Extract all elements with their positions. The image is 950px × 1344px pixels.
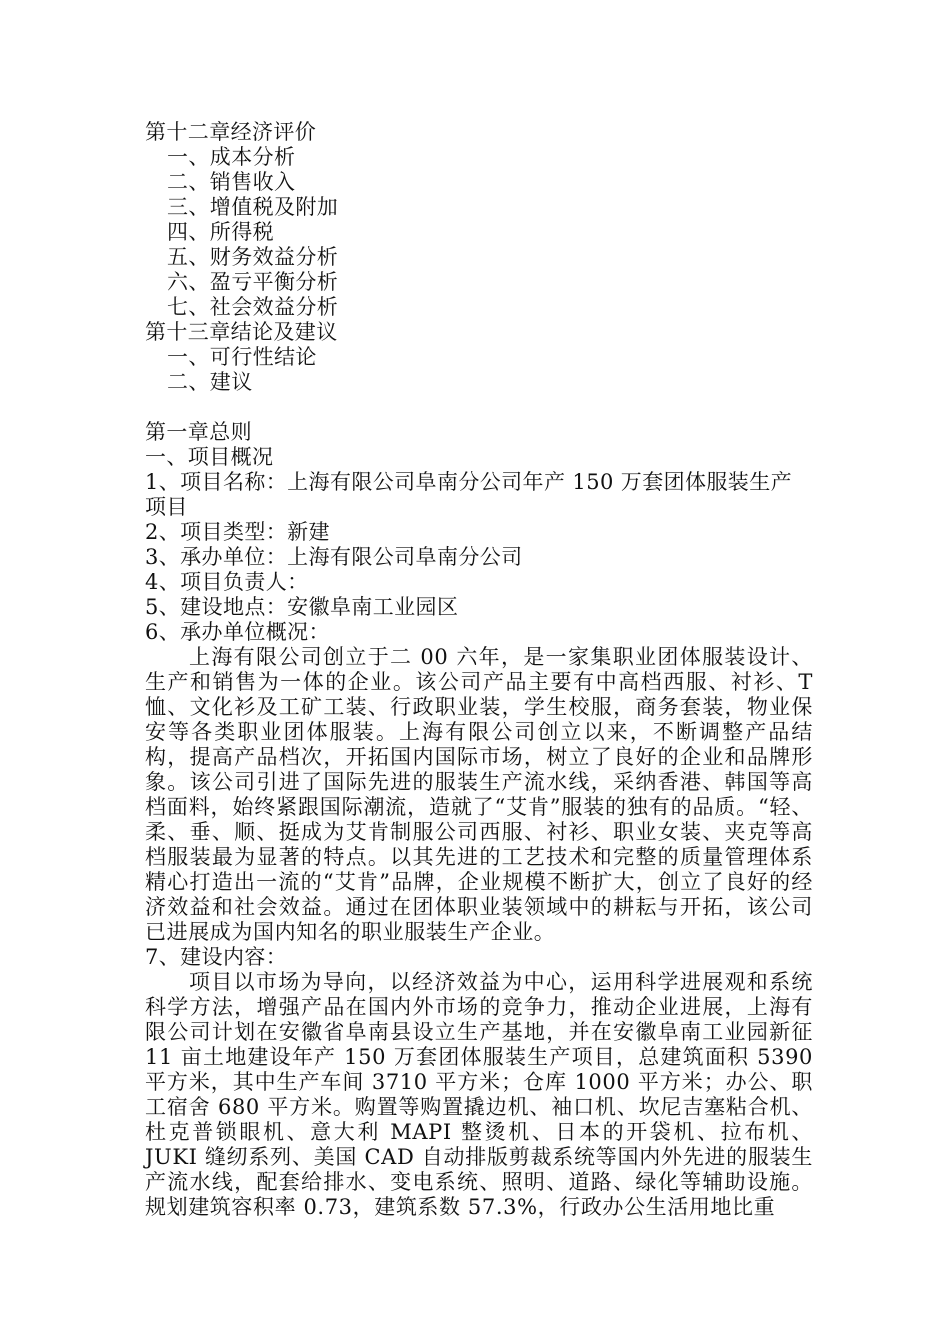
project-name-item: 1、项目名称：上海有限公司阜南分公司年产 150 万套团体服装生产 <box>145 470 792 494</box>
document-page <box>145 120 813 1220</box>
organizer-item: 3、承办单位：上海有限公司阜南分公司 <box>145 545 523 569</box>
project-name-item-continued: 项目 <box>145 495 188 519</box>
toc-item: 三、增值税及附加 <box>167 195 339 219</box>
project-leader-item: 4、项目负责人： <box>145 570 309 594</box>
construction-content-paragraph: 项目以市场为导向，以经济效益为中心，运用科学进展观和系统科学方法，增强产品在国内外市场的竞争力，推动企业进展，上海有限公司计划在安徽省阜南县设立生产基地，并在安徽阜南工业园新征 11 亩土地建设年产 150 万套团体服装生产项目，总建筑面积 5390 平方米，其中生产车间 3710 平方米；仓库 1000 平方米；办公、职工宿舍 680 平方米。购置等购置撬边机、袖口机、坎尼吉塞粘合机、杜克普锁眼机、意大利 MAPI 整烫机、日本的开袋机、拉布机、JUKI 缝纫系列、美国 CAD 自动排版剪裁系统等国内外先进的服装生产流水线，配套给排水、变电系统、照明、道路、绿化等辅助设施。规划建筑容积率 0.73，建筑系数 57.3%，行政办公生活用地比重 <box>145 970 813 1219</box>
toc-item: 四、所得税 <box>167 220 274 244</box>
toc-item: 五、财务效益分析 <box>167 245 339 269</box>
toc-item: 七、社会效益分析 <box>167 295 339 319</box>
company-overview-paragraph: 上海有限公司创立于二 00 六年，是一家集职业团体服装设计、生产和销售为一体的企业。该公司产品主要有中高档西服、衬衫、T恤、文化衫及工矿工装、行政职业装，学生校服，商务套装，物业保安等各类职业团体服装。上海有限公司创立以来，不断调整产品结构，提高产品档次，开拓国内国际市场，树立了良好的企业和品牌形象。该公司引进了国际先进的服装生产流水线，采纳香港、韩国等高档面料，始终紧跟国际潮流，造就了“艾肯”服装的独有的品质。“轻、柔、垂、顺、挺成为艾肯制服公司西服、衬衫、职业女装、夹克等高档服装最为显著的特点。以其先进的工艺技术和完整的质量管理体系精心打造出一流的“艾肯”品牌，企业规模不断扩大，创立了良好的经济效益和社会效益。通过在团体职业装领域中的耕耘与开拓，该公司已进展成为国内知名的职业服装生产企业。 <box>145 645 813 944</box>
construction-content-item: 7、建设内容： <box>145 945 288 969</box>
toc-item: 一、成本分析 <box>167 145 296 169</box>
toc-chapter-13-title: 第十三章结论及建议 <box>145 320 338 344</box>
project-type-item: 2、项目类型：新建 <box>145 520 330 544</box>
section-title: 一、项目概况 <box>145 445 274 469</box>
location-item: 5、建设地点：安徽阜南工业园区 <box>145 595 459 619</box>
toc-item: 二、销售收入 <box>167 170 296 194</box>
toc-item: 六、盈亏平衡分析 <box>167 270 339 294</box>
toc-item: 一、可行性结论 <box>167 345 317 369</box>
toc-item: 二、建议 <box>167 370 253 394</box>
chapter-title: 第一章总则 <box>145 420 252 444</box>
spacer <box>145 395 813 420</box>
company-overview-item: 6、承办单位概况： <box>145 620 330 644</box>
toc-chapter-12-title: 第十二章经济评价 <box>145 120 317 144</box>
